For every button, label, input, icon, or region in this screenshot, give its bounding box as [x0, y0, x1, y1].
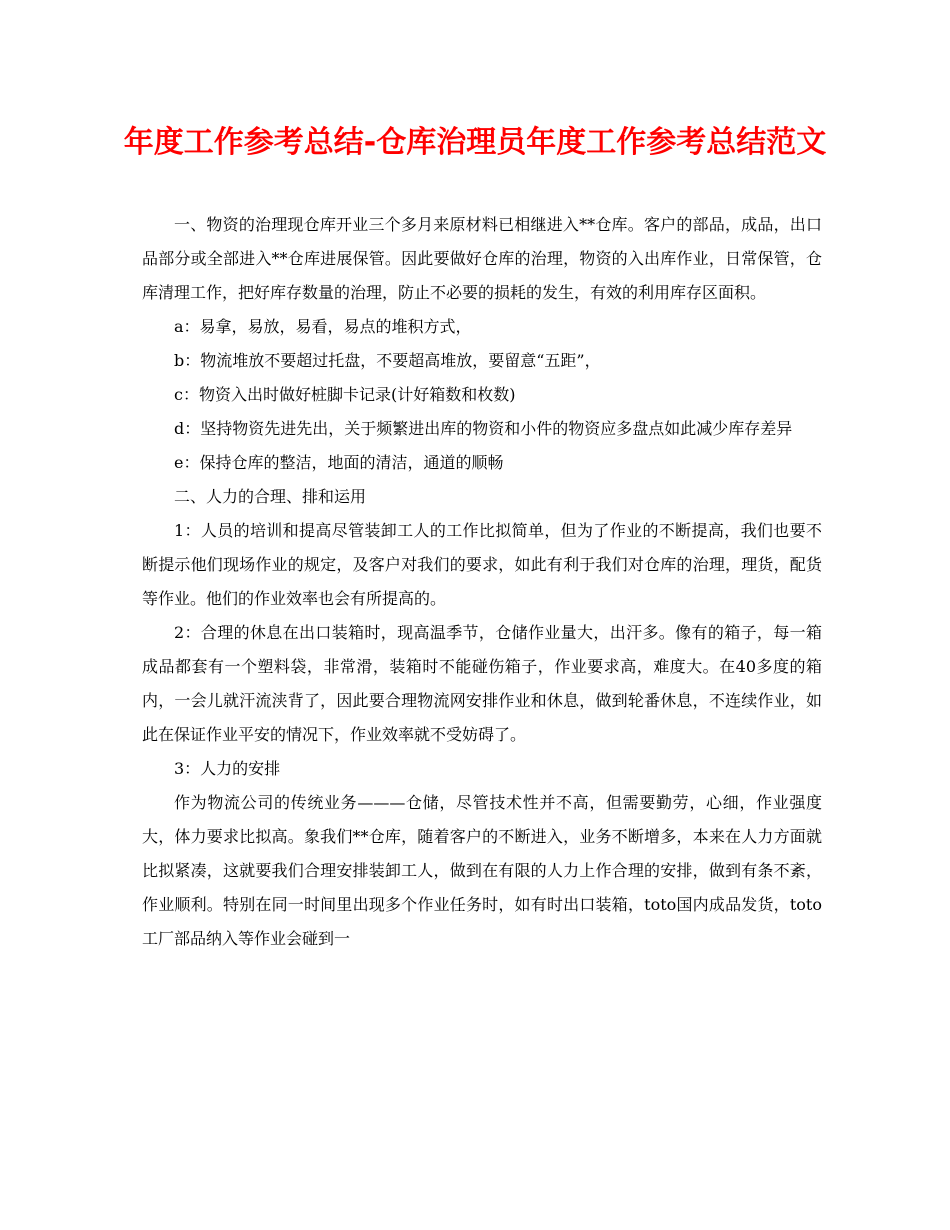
paragraph-section-two-heading: 二、人力的合理、排和运用 — [174, 487, 367, 506]
paragraph-material-management: 一、物资的治理现仓库开业三个多月来原材料已相继进入**仓库。客户的部品，成品，出口品部分或全部进入**仓库进展保管。因此要做好仓库的治理，物资的入出库作业，日常保管，仓库清理工作，把好库存数量的治理，防止不必要的损耗的发生，有效的利用库存区面积。 — [142, 215, 822, 302]
paragraph-item-a: a：易拿，易放，易看，易点的堆积方式， — [174, 317, 472, 336]
document-title: 年度工作参考总结-仓库治理员年度工作参考总结范文 — [123, 125, 827, 160]
paragraph-item-b: b：物流堆放不要超过托盘，不要超高堆放，要留意“五距”， — [174, 351, 601, 370]
paragraph-rest: 2：合理的休息在出口装箱时，现高温季节，仓储作业量大，出汗多。像有的箱子，每一箱成品都套有一个塑料袋，非常滑，装箱时不能碰伤箱子，作业要求高，难度大。在40多度的箱内，一会儿就汗流浃背了，因此要合理物流网安排作业和休息，做到轮番休息，不连续作业，如此在保证作业平安的情况下，作业效率就不受妨碍了。 — [142, 623, 822, 744]
paragraph-item-e: e：保持仓库的整洁，地面的清洁，通道的顺畅 — [174, 453, 504, 472]
paragraph-manpower-heading: 3：人力的安排 — [174, 759, 281, 778]
paragraph-item-c: c：物资入出时做好桩脚卡记录(计好箱数和枚数) — [174, 385, 516, 404]
document-body — [142, 208, 822, 956]
paragraph-training: 1：人员的培训和提高尽管装卸工人的工作比拟简单，但为了作业的不断提高，我们也要不断提示他们现场作业的规定，及客户对我们的要求，如此有利于我们对仓库的治理，理货，配货等作业。他们的作业效率也会有所提高的。 — [142, 521, 822, 608]
paragraph-item-d: d：坚持物资先进先出，关于频繁进出库的物资和小件的物资应多盘点如此减少库存差异 — [174, 419, 793, 438]
paragraph-warehousing: 作为物流公司的传统业务———仓储，尽管技术性并不高，但需要勤劳，心细，作业强度大，体力要求比拟高。象我们**仓库，随着客户的不断进入，业务不断增多，本来在人力方面就比拟紧凑，这就要我们合理安排装卸工人，做到在有限的人力上作合理的安排，做到有条不紊，作业顺利。特别在同一时间里出现多个作业任务时，如有时出口装箱，toto国内成品发货，toto工厂部品纳入等作业会碰到一 — [142, 793, 822, 948]
